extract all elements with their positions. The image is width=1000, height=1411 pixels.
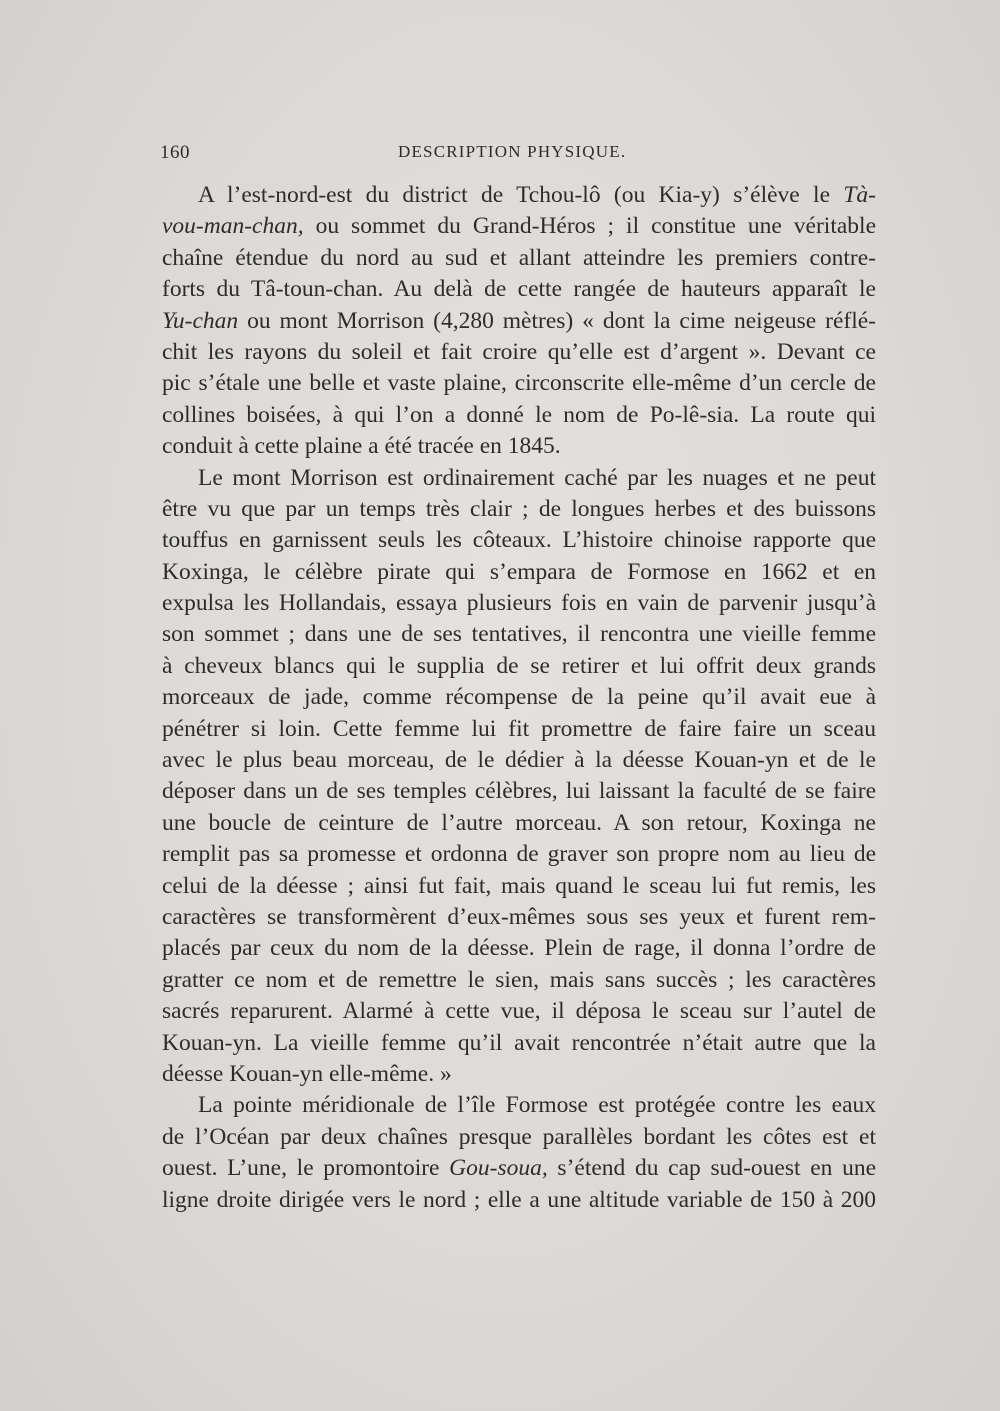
text-line [162, 180, 876, 211]
text-line [162, 871, 876, 902]
text-line [162, 1090, 876, 1121]
text-segment: s’étend du cap sud-ouest en une [547, 1155, 876, 1182]
text-line [162, 337, 876, 368]
text-line [162, 996, 876, 1027]
text-line [162, 494, 876, 525]
italic-text: vou-man-chan, [162, 213, 304, 240]
text-segment: La pointe méridionale de l’île Formose est protégée contre les eaux [198, 1092, 876, 1119]
running-title: DESCRIPTION PHYSIQUE. [398, 142, 627, 161]
text-line [162, 274, 876, 305]
text-line [162, 431, 876, 462]
text-segment: conduit à cette plaine a été tracée en 1845. [162, 433, 561, 460]
running-head [160, 142, 870, 166]
text-line [162, 651, 876, 682]
text-line [162, 243, 876, 274]
text-segment: A l’est-nord-est du district de Tchou-lô (ou Kia-y) s’élève le [198, 182, 844, 208]
text-segment: déposer dans un de ses temples célèbres, lui laissant la faculté de se faire [162, 778, 876, 805]
text-segment: morceaux de jade, comme récompense de la peine qu’il avait eue à [162, 684, 876, 711]
text-line [162, 1028, 876, 1059]
text-segment: placés par ceux du nom de la déesse. Plein de rage, il donna l’ordre de [162, 935, 876, 962]
text-segment: ou mont Morrison (4,280 mètres) « dont la cime neigeuse réflé- [238, 307, 876, 334]
text-segment: touffus en garnissent seuls les côteaux. L’histoire chinoise rapporte que [162, 527, 876, 554]
text-segment: remplit pas sa promesse et ordonna de graver son propre nom au lieu de [162, 841, 876, 868]
text-line [162, 1122, 876, 1153]
text-segment: forts du Tâ-toun-chan. Au delà de cette rangée de hauteurs apparaît le [162, 276, 876, 303]
text-line [162, 808, 876, 839]
text-segment: pénétrer si loin. Cette femme lui fit promettre de faire faire un sceau [162, 715, 876, 742]
text-segment: caractères se transformèrent d’eux-mêmes sous ses yeux et furent rem- [162, 903, 876, 930]
text-line [162, 306, 876, 337]
text-line [162, 619, 876, 650]
text-line [162, 1153, 876, 1184]
text-segment: chit les rayons du soleil et fait croire qu’elle est d’argent ». Devant ce [162, 338, 876, 365]
body-text [162, 180, 876, 1216]
text-segment: son sommet ; dans une de ses tentatives, il rencontra une vieille femme [162, 621, 876, 648]
text-segment: Le mont Morrison est ordinairement caché par les nuages et ne peut [198, 464, 876, 491]
text-segment: expulsa les Hollandais, essaya plusieurs fois en vain de parvenir jusqu’à [162, 590, 876, 617]
text-segment: à cheveux blancs qui le supplia de se retirer et lui offrit deux grands [162, 652, 876, 679]
text-line [162, 776, 876, 807]
text-segment: déesse Kouan-yn elle-même. » [162, 1060, 452, 1087]
text-segment: collines boisées, à qui l’on a donné le nom de Po-lê-sia. La route qui [162, 401, 876, 428]
text-segment: celui de la déesse ; ainsi fut fait, mais quand le sceau lui fut remis, les [162, 872, 876, 899]
text-line [162, 933, 876, 964]
text-line [162, 839, 876, 870]
text-segment: une boucle de ceinture de l’autre morceau. A son retour, Koxinga ne [162, 809, 876, 836]
text-line [162, 682, 876, 713]
text-line [162, 1059, 876, 1090]
italic-text: Gou-soua, [449, 1155, 548, 1182]
text-segment: être vu que par un temps très clair ; de longues herbes et des buissons [162, 495, 876, 522]
text-line [162, 211, 876, 242]
text-line [162, 400, 876, 431]
italic-text: Yu-chan [162, 307, 239, 334]
text-line [162, 557, 876, 588]
text-segment: ligne droite dirigée vers le nord ; elle a une altitude variable de 150 à 200 [162, 1186, 876, 1213]
text-line [162, 965, 876, 996]
text-line [162, 714, 876, 745]
text-segment: gratter ce nom et de remettre le sien, mais sans succès ; les caractères [162, 966, 876, 993]
text-segment: chaîne étendue du nord au sud et allant atteindre les premiers contre- [162, 244, 876, 271]
text-segment: sacrés reparurent. Alarmé à cette vue, il déposa le sceau sur l’autel de [162, 998, 876, 1025]
text-segment: ouest. L’une, le promontoire [162, 1155, 450, 1182]
text-segment: Koxinga, le célèbre pirate qui s’empara de Formose en 1662 et en [162, 558, 876, 585]
text-line [162, 588, 876, 619]
page-number: 160 [160, 142, 190, 163]
text-segment: de l’Océan par deux chaînes presque parallèles bordant les côtes est et [162, 1123, 876, 1150]
text-line [162, 368, 876, 399]
text-line [162, 463, 876, 494]
text-segment: avec le plus beau morceau, de le dédier à la déesse Kouan-yn et de le [162, 747, 876, 774]
text-segment: Kouan-yn. La vieille femme qu’il avait rencontrée n’était autre que la [162, 1029, 876, 1056]
text-segment: pic s’étale une belle et vaste plaine, circonscrite elle-même d’un cercle de [162, 370, 876, 397]
italic-text: Tà- [843, 182, 876, 208]
text-line [162, 902, 876, 933]
text-segment: ou sommet du Grand-Héros ; il constitue une véritable [303, 213, 876, 240]
text-line [162, 745, 876, 776]
text-line [162, 1185, 876, 1216]
text-line [162, 525, 876, 556]
